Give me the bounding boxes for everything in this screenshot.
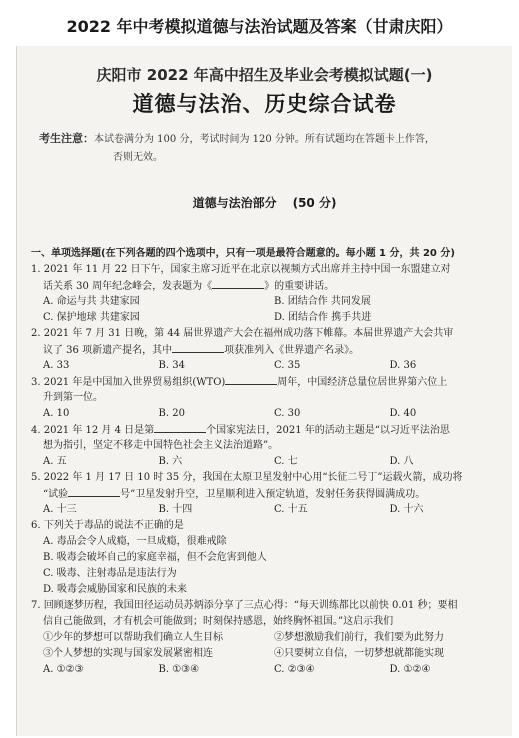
question-2 (31, 326, 505, 374)
question-5-text-a: “试验 (43, 489, 69, 500)
question-3 (31, 374, 505, 422)
question-4-text-a: 4. 2021 年 12 月 4 日是第 (31, 425, 155, 436)
statement-1: ①少年的梦想可以帮助我们确立人生目标 (43, 632, 223, 643)
exam-title: 庆阳市 2022 年高中招生及毕业会考模拟试题(一) (96, 66, 433, 84)
question-1-options-row-2 (31, 310, 505, 326)
question-1-text-a: 话关系 30 周年纪念峰会，发表题为《 (43, 281, 213, 292)
question-3-options (31, 406, 505, 422)
question-5-line-2 (31, 486, 505, 502)
option-a: A. 命运与共 共建家园 (43, 296, 140, 307)
exam-notice (39, 130, 499, 167)
answer-blank (172, 342, 224, 353)
question-7-line-2: 信自己能做到，才有机会可能做到；时刻保持感恩，始终胸怀祖国。”这启示我们 (43, 616, 394, 627)
option-a: A. 33 (43, 360, 70, 371)
option-d: D. 八 (389, 456, 414, 467)
option-b: B. 34 (158, 360, 185, 371)
question-4 (31, 422, 505, 470)
question-4-text-b: 个国家宪法日，2021 年的活动主题是“以习近平法治思 (206, 425, 450, 436)
question-3-text-b: 周年，中国经济总量位居世界第六位上 (277, 377, 448, 388)
option-a: A. 10 (43, 408, 70, 419)
option-d: D. 40 (389, 408, 417, 419)
question-4-line-2: 想为指引，坚定不移走中国特色社会主义法治道路”。 (43, 440, 279, 451)
answer-blank (212, 278, 264, 289)
option-d: D. 吸毒会威胁国家和民族的未来 (43, 584, 188, 595)
option-a: A. 毒品会令人成瘾，一旦成瘾，很难戒除 (43, 536, 227, 547)
question-3-line-1 (31, 374, 505, 390)
option-a: A. ①②③ (43, 664, 84, 675)
notice-line-2: 否则无效。 (113, 152, 163, 163)
part-heading: 一、单项选择题(在下列各题的四个选项中，只有一项是最符合题意的。每小题 1 分，共 20 分) (31, 248, 455, 259)
question-6 (31, 518, 505, 598)
question-2-options (31, 358, 505, 374)
question-5-line-1: 5. 2022 年 1 月 17 日 10 时 35 分，我国在太原卫星发射中心用“长征二号丁”运载火箭，成功将 (31, 472, 463, 483)
option-a: A. 五 (43, 456, 67, 467)
option-b: B. 六 (158, 456, 183, 467)
option-c: C. 十五 (274, 504, 308, 515)
question-7 (31, 598, 505, 678)
question-7-statements-row-2 (31, 646, 505, 662)
option-a: A. 十三 (43, 504, 77, 515)
section-score: (50 分) (292, 196, 337, 210)
question-1-text-b: 》的重要讲话。 (264, 281, 335, 292)
option-c: C. 35 (274, 360, 301, 371)
question-1 (31, 262, 505, 326)
option-b: B. 20 (158, 408, 185, 419)
statement-4: ④只要树立自信，一切梦想就都能实现 (274, 648, 444, 659)
question-1-line-1: 1. 2021 年 11 月 22 日下午，国家主席习近平在北京以视频方式出席并主持中国一东盟建立对 (31, 264, 451, 275)
option-b: B. 十四 (158, 504, 193, 515)
exam-subtitle: 道德与法治、历史综合试卷 (132, 92, 397, 116)
question-5 (31, 470, 505, 518)
question-7-statements-row-1 (31, 630, 505, 646)
question-7-line-1: 7. 回顾逐梦历程，我国田径运动员苏炳添分享了三点心得：“每天训练都比以前快 0.01 秒；要相 (31, 600, 458, 611)
section-heading (17, 194, 512, 211)
statement-2: ②梦想激励我们前行，我们要为此努力 (274, 632, 444, 643)
question-6-line-1: 6. 下列关于毒品的说法不正确的是 (31, 520, 184, 531)
question-4-options (31, 454, 505, 470)
question-7-options (31, 662, 505, 678)
question-2-line-2 (31, 342, 505, 358)
question-2-text-b: 项获准列入《世界遗产名录》。 (224, 345, 360, 356)
answer-blank (225, 374, 277, 385)
answer-blank (68, 486, 120, 497)
notice-line-1: 本试卷满分为 100 分，考试时间为 120 分钟。所有试题均在答题卡上作答， (94, 134, 435, 145)
question-5-options (31, 502, 505, 518)
option-c: C. 七 (274, 456, 298, 467)
option-d: D. 十六 (389, 504, 424, 515)
question-4-line-1 (31, 422, 505, 438)
option-c: C. 保护地球 共建家园 (43, 312, 140, 323)
question-area (31, 246, 505, 678)
statement-3: ③个人梦想的实现与国家发展紧密相连 (43, 648, 213, 659)
option-b: B. 团结合作 共同发展 (274, 296, 371, 307)
question-3-text-a: 3. 2021 年是中国加入世界贸易组织(WTO) (31, 377, 226, 388)
question-2-line-1: 2. 2021 年 7 月 31 日晚，第 44 届世界遗产大会在福州成功落下帷幕。本届世界遗产大会共审 (31, 328, 454, 339)
scanned-exam-sheet (16, 46, 512, 736)
option-b: B. 吸毒会破坏自己的家庭幸福，但不会危害到他人 (43, 552, 267, 563)
option-b: B. ①③④ (158, 664, 200, 675)
page-header: 2022 年中考模拟道德与法治试题及答案（甘肃庆阳） (66, 17, 453, 36)
answer-blank (154, 422, 206, 433)
section-title: 道德与法治部分 (192, 196, 277, 210)
option-c: C. 30 (274, 408, 301, 419)
question-3-line-2: 升到第一位。 (43, 392, 103, 403)
question-1-options-row-1 (31, 294, 505, 310)
option-d: D. 团结合作 携手共进 (274, 312, 372, 323)
option-c: C. ②③④ (274, 664, 315, 675)
question-5-text-b: 号”卫星发射升空，卫星顺利进入预定轨道，发射任务获得圆满成功。 (120, 489, 426, 500)
question-1-line-2 (31, 278, 505, 294)
option-d: D. ①②④ (389, 664, 431, 675)
option-c: C. 吸毒、注射毒品是违法行为 (43, 568, 177, 579)
question-2-text-a: 议了 36 项新遗产提名，其中 (43, 345, 173, 356)
option-d: D. 36 (389, 360, 417, 371)
notice-label: 考生注意： (39, 132, 94, 145)
